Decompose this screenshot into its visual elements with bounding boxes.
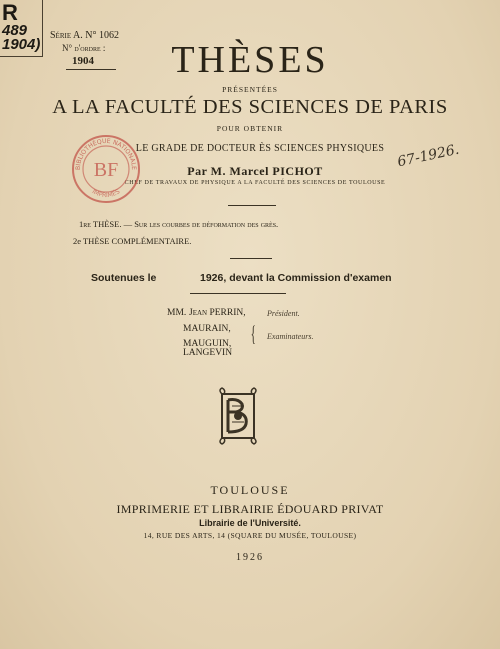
publisher-librairie: Librairie de l'Université. xyxy=(199,518,301,528)
author-name: Par M. Marcel PICHOT xyxy=(187,164,323,178)
stamp-bottom-text: IMPRIMÉS xyxy=(90,188,122,200)
svg-text:IMPRIMÉS xyxy=(91,188,122,199)
committee-member-4: LANGEVIN xyxy=(183,348,233,358)
divider-rule-3 xyxy=(190,293,286,294)
second-thesis: 2e THÈSE COMPLÉMENTAIRE. xyxy=(73,236,192,246)
committee-brace: { xyxy=(250,321,256,346)
committee-prefix: MM. xyxy=(167,308,187,318)
examinateurs-role: Examinateurs. xyxy=(267,332,314,341)
ordre-number: 1904 xyxy=(72,55,94,67)
shelf-mark-letter: R xyxy=(2,0,18,25)
stamp-center-text: BF xyxy=(93,159,119,181)
soutenues-label: Soutenues le xyxy=(91,272,157,284)
page-title: THÈSES xyxy=(171,39,329,81)
divider-rule-2 xyxy=(230,258,272,259)
ordre-label: N° d'ordre : xyxy=(62,43,106,53)
first-thesis: 1re THÈSE. — Sur les courbes de déformation des grès. xyxy=(79,219,279,229)
faculte-heading: A LA FACULTÉ DES SCIENCES DE PARIS xyxy=(52,96,448,118)
pour-obtenir-text: POUR OBTENIR xyxy=(216,124,284,133)
committee-member-1: Jean PERRIN, xyxy=(189,308,246,318)
publisher-address: 14, RUE DES ARTS, 14 (SQUARE DU MUSÉE, TOULOUSE) xyxy=(143,531,357,540)
committee-member-3: MAUGUIN, xyxy=(183,339,232,349)
committee-member-2: MAURAIN, xyxy=(183,324,231,334)
grade-text: LE GRADE DE DOCTEUR ÈS SCIENCES PHYSIQUES xyxy=(135,143,385,154)
library-stamp-icon xyxy=(70,133,142,205)
president-role: Président. xyxy=(267,309,300,318)
printer-emblem-icon xyxy=(216,386,260,446)
presentees-text: PRÉSENTÉES xyxy=(222,85,278,94)
stamp-top-text: BIBLIOTHÈQUE NATIONALE xyxy=(74,137,138,171)
serie-number: Série A. N° 1062 xyxy=(50,30,120,41)
publication-year: 1926 xyxy=(236,552,264,563)
publisher-city: TOULOUSE xyxy=(210,483,290,497)
divider-rule-1 xyxy=(228,205,276,206)
shelf-mark-line1: 489 xyxy=(2,22,28,39)
shelf-mark-line2: 1904) xyxy=(2,36,41,53)
author-title: CHEF DE TRAVAUX DE PHYSIQUE A LA FACULTÉ DES SCIENCES DE TOULOUSE xyxy=(124,180,386,186)
defense-date-commission: 1926, devant la Commission d'examen xyxy=(200,272,392,284)
handwritten-note: 67-1926. xyxy=(396,141,461,171)
publisher-printer: IMPRIMERIE ET LIBRAIRIE ÉDOUARD PRIVAT xyxy=(116,502,384,516)
